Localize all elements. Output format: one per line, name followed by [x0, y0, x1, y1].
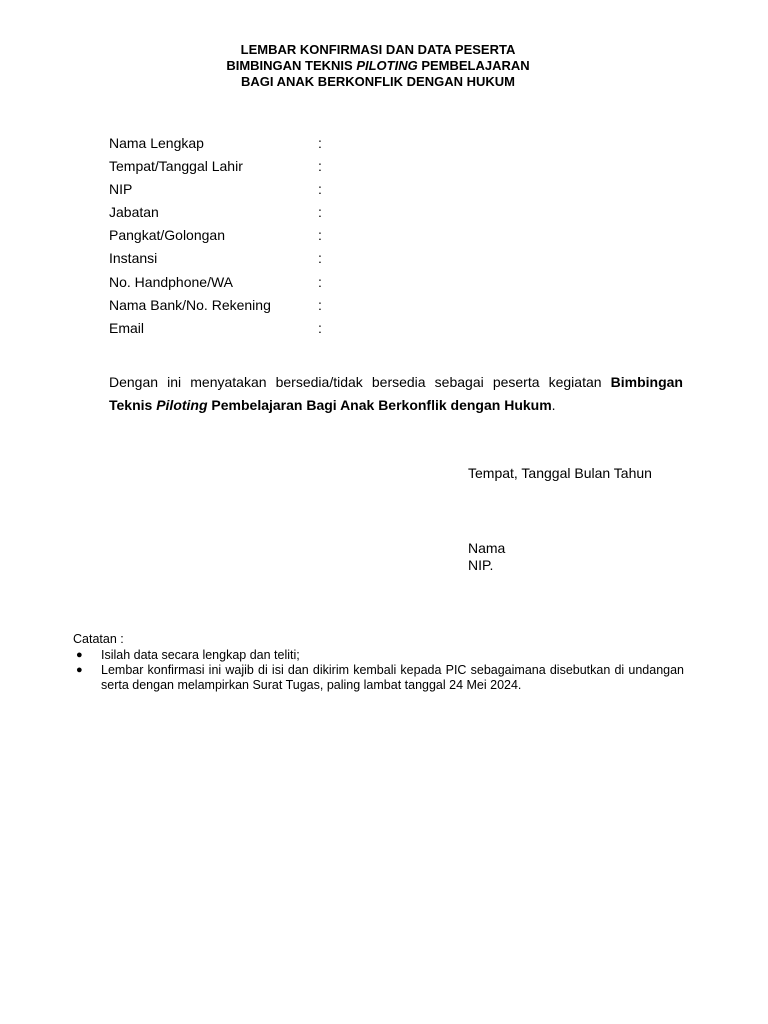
title-line-1: LEMBAR KONFIRMASI DAN DATA PESERTA: [240, 42, 516, 57]
title-line-2-suffix: PEMBELAJARAN: [417, 58, 530, 73]
field-separator: :: [318, 319, 322, 336]
signature-place-date: Tempat, Tanggal Bulan Tahun: [468, 465, 652, 481]
title-line-2-prefix: BIMBINGAN TEKNIS: [226, 58, 357, 73]
field-label: Email: [109, 319, 145, 336]
notes-list: [73, 648, 684, 693]
field-separator: :: [318, 158, 322, 175]
field-label: No. Handphone/WA: [109, 273, 233, 290]
signature-name: Nama: [468, 540, 506, 556]
field-separator: :: [318, 273, 322, 290]
title-line-3: BAGI ANAK BERKONFLIK DENGAN HUKUM: [241, 74, 515, 89]
statement-paragraph: [109, 371, 683, 417]
field-label: Nama Bank/No. Rekening: [109, 296, 271, 313]
bullet-icon: ●: [76, 649, 83, 661]
list-item: [73, 663, 684, 693]
signature-nip: NIP.: [468, 557, 494, 573]
field-separator: :: [318, 250, 322, 267]
notes-section: [73, 632, 684, 693]
title-line-2-italic: PILOTING: [356, 58, 418, 73]
list-item: [73, 648, 684, 663]
field-label: Pangkat/Golongan: [109, 227, 225, 244]
statement-bold-italic: Piloting: [156, 397, 208, 413]
field-label: Tempat/Tanggal Lahir: [109, 158, 243, 175]
statement-bold-2: Pembelajaran Bagi Anak Berkonflik dengan Hukum: [207, 397, 552, 413]
note-text: Isilah data secara lengkap dan teliti;: [101, 648, 300, 662]
field-label: Nama Lengkap: [109, 135, 204, 151]
bullet-icon: ●: [76, 664, 83, 676]
document-title: [0, 42, 756, 90]
field-separator: :: [318, 204, 322, 221]
notes-label: Catatan :: [73, 632, 124, 646]
title-line-2: [0, 58, 756, 74]
statement-end: .: [551, 397, 556, 413]
statement-bold-1: Bimbingan Teknis: [109, 374, 683, 413]
field-separator: :: [318, 181, 322, 198]
field-label: Instansi: [109, 250, 158, 267]
field-label: NIP: [109, 181, 133, 198]
field-separator: :: [318, 135, 322, 151]
statement-text: Dengan ini menyatakan bersedia/tidak bersedia sebagai peserta kegiatan: [109, 374, 611, 390]
field-label: Jabatan: [109, 204, 159, 221]
field-separator: :: [318, 296, 322, 313]
note-text: Lembar konfirmasi ini wajib di isi dan dikirim kembali kepada PIC sebagaimana disebutkan di undangan serta dengan melampirkan Surat Tugas, paling lambat tanggal 24 Mei 2024.: [101, 663, 684, 692]
field-separator: :: [318, 227, 322, 244]
